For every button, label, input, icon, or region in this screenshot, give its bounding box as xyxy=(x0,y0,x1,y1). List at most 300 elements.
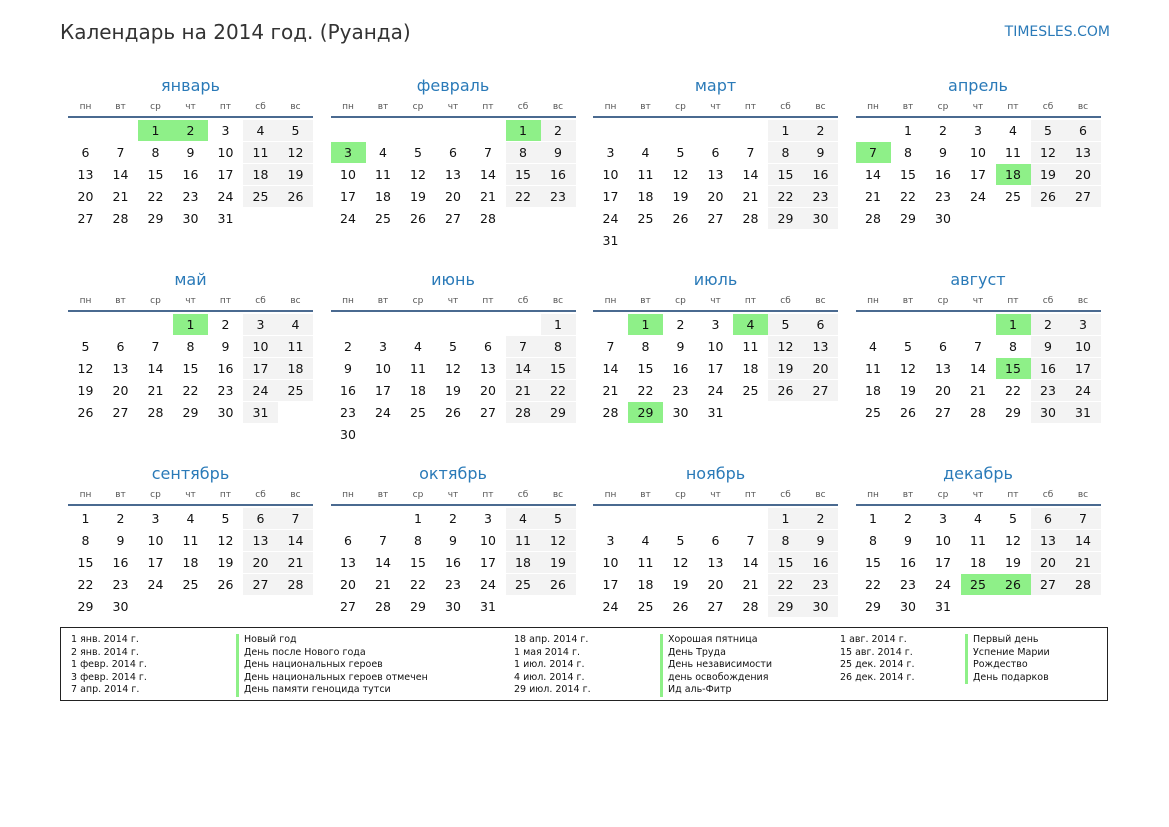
weekday-label: пн xyxy=(79,296,92,306)
legend-names-column xyxy=(236,634,428,697)
day-cell: 8 xyxy=(186,339,195,354)
day-cell: 22 xyxy=(865,577,881,592)
day-cell: 27 xyxy=(340,599,356,614)
weekday-header xyxy=(856,98,1101,118)
weekday-label: чт xyxy=(185,296,196,306)
day-cell: 27 xyxy=(445,211,461,226)
weekday-label: вт xyxy=(115,296,126,306)
weekday-label: чт xyxy=(710,296,721,306)
weekday-label: пт xyxy=(1007,490,1019,500)
day-cell: 12 xyxy=(278,142,313,163)
day-cell: 12 xyxy=(541,530,576,551)
day-cell: 27 xyxy=(77,211,94,226)
day-cell: 5 xyxy=(414,145,422,160)
day-cell: 20 xyxy=(112,383,129,398)
day-cell: 24 xyxy=(375,405,391,420)
day-cell: 6 xyxy=(1066,120,1101,141)
day-cell: 24 xyxy=(602,211,619,226)
day-cell: 21 xyxy=(375,577,391,592)
day-cell: 14 xyxy=(278,530,313,551)
day-cell: 27 xyxy=(935,405,951,420)
empty-day-cell xyxy=(68,314,103,335)
empty-day-cell xyxy=(506,208,541,229)
day-cell: 22 xyxy=(541,380,576,401)
week-row xyxy=(331,574,576,596)
weekday-label: ср xyxy=(150,490,161,500)
week-row xyxy=(856,508,1101,530)
empty-day-cell xyxy=(506,596,541,617)
weekday-label: вт xyxy=(377,296,389,306)
week-row xyxy=(68,164,313,186)
weekday-header xyxy=(331,98,576,118)
empty-day-cell xyxy=(856,314,891,335)
weekday-label: сб xyxy=(255,296,266,306)
empty-day-cell xyxy=(628,508,663,529)
day-cell: 29 xyxy=(900,211,916,226)
day-cell: 3 xyxy=(974,123,982,138)
day-cell: 11 xyxy=(1005,145,1021,160)
day-cell: 5 xyxy=(768,314,803,335)
empty-day-cell xyxy=(331,120,366,141)
day-cell: 17 xyxy=(707,361,724,376)
weekday-label: пн xyxy=(604,490,617,500)
day-cell: 18 xyxy=(637,189,654,204)
day-cell: 15 xyxy=(768,164,803,185)
day-cell: 2 xyxy=(541,120,576,141)
day-cell: 10 xyxy=(375,361,391,376)
week-row xyxy=(856,208,1101,230)
day-cell: 9 xyxy=(803,530,838,551)
weekday-label: вт xyxy=(640,296,651,306)
weekday-label: пт xyxy=(219,102,232,112)
holiday-day-cell: 1 xyxy=(506,120,541,141)
day-cell: 29 xyxy=(541,402,576,423)
day-cell: 29 xyxy=(182,405,199,420)
day-cell: 11 xyxy=(243,142,278,163)
empty-day-cell xyxy=(996,208,1031,229)
day-cell: 9 xyxy=(186,145,195,160)
legend-date: 26 дек. 2014 г. xyxy=(840,671,915,683)
week-row xyxy=(68,358,313,380)
day-cell: 25 xyxy=(865,405,881,420)
day-cell: 24 xyxy=(147,577,164,592)
day-cell: 11 xyxy=(637,167,654,182)
day-cell: 19 xyxy=(768,358,803,379)
week-row xyxy=(68,120,313,142)
day-cell: 28 xyxy=(506,402,541,423)
weekday-header xyxy=(68,292,313,312)
day-cell: 13 xyxy=(707,167,724,182)
day-cell: 12 xyxy=(1031,142,1066,163)
weekday-label: пн xyxy=(867,296,879,306)
weekday-label: ср xyxy=(412,102,424,112)
weekday-label: ср xyxy=(937,102,949,112)
day-cell: 2 xyxy=(803,508,838,529)
day-cell: 4 xyxy=(641,145,650,160)
day-cell: 25 xyxy=(742,383,759,398)
month-name: май xyxy=(174,270,207,289)
empty-day-cell xyxy=(663,230,698,251)
day-cell: 1 xyxy=(869,511,877,526)
day-cell: 6 xyxy=(81,145,90,160)
day-cell: 30 xyxy=(112,599,129,614)
day-cell: 14 xyxy=(506,358,541,379)
legend-date: 4 июл. 2014 г. xyxy=(514,671,585,683)
day-cell: 3 xyxy=(711,317,720,332)
weekday-label: вс xyxy=(815,296,826,306)
day-cell: 5 xyxy=(1009,511,1017,526)
day-cell: 16 xyxy=(803,552,838,573)
day-cell: 18 xyxy=(375,189,391,204)
legend-date: 25 дек. 2014 г. xyxy=(840,659,915,670)
day-cell: 27 xyxy=(480,405,496,420)
week-row xyxy=(856,142,1101,164)
day-cell: 9 xyxy=(904,533,912,548)
day-cell: 19 xyxy=(410,189,426,204)
day-cell: 24 xyxy=(217,189,234,204)
week-row xyxy=(593,574,838,596)
empty-day-cell xyxy=(436,314,471,335)
day-cell: 22 xyxy=(768,574,803,595)
month-name: декабрь xyxy=(943,464,1013,483)
day-cell: 18 xyxy=(637,577,654,592)
day-cell: 12 xyxy=(1005,533,1021,548)
day-cell: 7 xyxy=(151,339,160,354)
weekday-label: пн xyxy=(867,102,879,112)
weekday-label: пн xyxy=(342,490,354,500)
weekday-label: пт xyxy=(744,102,757,112)
month-name: октябрь xyxy=(419,464,487,483)
day-cell: 28 xyxy=(865,211,881,226)
day-cell: 31 xyxy=(935,599,951,614)
week-row xyxy=(68,336,313,358)
page-title: Календарь на 2014 год. (Руанда) xyxy=(60,20,411,44)
weekday-header xyxy=(593,292,838,312)
day-cell: 12 xyxy=(672,555,689,570)
day-cell: 10 xyxy=(340,167,356,182)
week-row xyxy=(593,530,838,552)
week-row xyxy=(593,164,838,186)
day-cell: 30 xyxy=(803,596,838,617)
day-cell: 9 xyxy=(541,142,576,163)
day-cell: 23 xyxy=(182,189,199,204)
month-name: март xyxy=(694,76,737,95)
weekday-label: ср xyxy=(412,490,424,500)
day-cell: 10 xyxy=(602,555,619,570)
weekday-label: сб xyxy=(255,490,266,500)
legend-holiday-name: Успение Марии xyxy=(965,647,1050,660)
legend-dates-column xyxy=(514,634,591,697)
week-row xyxy=(593,402,838,424)
day-cell: 20 xyxy=(445,189,461,204)
day-cell: 22 xyxy=(637,383,654,398)
week-row xyxy=(593,120,838,142)
week-row xyxy=(68,186,313,208)
weekday-header xyxy=(68,486,313,506)
weekday-label: вс xyxy=(1077,102,1089,112)
day-cell: 2 xyxy=(803,120,838,141)
legend-names-column xyxy=(660,634,772,697)
day-cell: 4 xyxy=(506,508,541,529)
empty-day-cell xyxy=(593,120,628,141)
day-cell: 23 xyxy=(803,186,838,207)
day-cell: 23 xyxy=(112,577,129,592)
empty-day-cell xyxy=(138,596,173,617)
day-cell: 6 xyxy=(449,145,457,160)
day-cell: 17 xyxy=(217,167,234,182)
empty-day-cell xyxy=(593,314,628,335)
day-cell: 26 xyxy=(1031,186,1066,207)
day-cell: 23 xyxy=(935,189,951,204)
week-row xyxy=(331,186,576,208)
legend-names-column xyxy=(965,634,1050,684)
day-cell: 8 xyxy=(869,533,877,548)
day-cell: 13 xyxy=(707,555,724,570)
day-cell: 26 xyxy=(768,380,803,401)
day-cell: 21 xyxy=(742,189,759,204)
day-cell: 12 xyxy=(672,167,689,182)
legend-holiday-name: Рождество xyxy=(965,659,1050,672)
holiday-day-cell: 1 xyxy=(628,314,663,335)
day-cell: 27 xyxy=(707,211,724,226)
day-cell: 2 xyxy=(676,317,685,332)
day-cell: 10 xyxy=(602,167,619,182)
empty-day-cell xyxy=(278,402,313,423)
empty-day-cell xyxy=(471,424,506,445)
day-cell: 23 xyxy=(445,577,461,592)
holiday-day-cell: 18 xyxy=(996,164,1031,185)
empty-day-cell xyxy=(401,120,436,141)
holiday-day-cell: 26 xyxy=(996,574,1031,595)
day-cell: 3 xyxy=(243,314,278,335)
week-row xyxy=(331,142,576,164)
day-cell: 31 xyxy=(243,402,278,423)
weekday-label: пн xyxy=(604,102,617,112)
day-cell: 14 xyxy=(742,555,759,570)
day-cell: 6 xyxy=(116,339,125,354)
empty-day-cell xyxy=(733,230,768,251)
weekday-label: чт xyxy=(710,102,721,112)
day-cell: 13 xyxy=(803,336,838,357)
month-name: январь xyxy=(161,76,220,95)
empty-day-cell xyxy=(628,120,663,141)
day-cell: 31 xyxy=(602,233,619,248)
week-row xyxy=(593,230,838,252)
day-cell: 16 xyxy=(112,555,129,570)
legend-holiday-name: Ид аль-Фитр xyxy=(660,684,772,697)
day-cell: 8 xyxy=(768,142,803,163)
weekday-label: пт xyxy=(744,490,757,500)
week-row xyxy=(68,314,313,336)
day-cell: 19 xyxy=(77,383,94,398)
empty-day-cell xyxy=(103,120,138,141)
empty-day-cell xyxy=(243,208,278,229)
day-cell: 1 xyxy=(904,123,912,138)
day-cell: 18 xyxy=(278,358,313,379)
empty-day-cell xyxy=(173,596,208,617)
weekday-label: сб xyxy=(517,490,529,500)
weekday-label: вт xyxy=(377,102,389,112)
legend-date: 1 мая 2014 г. xyxy=(514,646,580,658)
month-block xyxy=(331,74,576,268)
day-cell: 21 xyxy=(602,383,619,398)
day-cell: 9 xyxy=(939,145,947,160)
day-cell: 7 xyxy=(606,339,615,354)
holiday-day-cell: 7 xyxy=(856,142,891,163)
day-cell: 12 xyxy=(900,361,916,376)
weekday-label: чт xyxy=(972,102,984,112)
day-cell: 6 xyxy=(1031,508,1066,529)
weekday-label: пт xyxy=(1007,296,1019,306)
week-row xyxy=(68,402,313,424)
day-cell: 20 xyxy=(935,383,951,398)
legend-date: 29 июл. 2014 г. xyxy=(514,684,591,695)
week-row xyxy=(68,208,313,230)
day-cell: 5 xyxy=(221,511,230,526)
day-cell: 27 xyxy=(1066,186,1101,207)
day-cell: 7 xyxy=(278,508,313,529)
empty-day-cell xyxy=(138,314,173,335)
day-cell: 20 xyxy=(340,577,356,592)
day-cell: 30 xyxy=(340,427,356,442)
day-cell: 23 xyxy=(340,405,356,420)
week-row xyxy=(856,574,1101,596)
weekday-label: ср xyxy=(937,490,949,500)
empty-day-cell xyxy=(401,314,436,335)
day-cell: 21 xyxy=(147,383,164,398)
empty-day-cell xyxy=(1066,208,1101,229)
empty-day-cell xyxy=(506,314,541,335)
day-cell: 15 xyxy=(410,555,426,570)
day-cell: 2 xyxy=(1031,314,1066,335)
week-row xyxy=(68,574,313,596)
site-link[interactable]: TIMESLES.COM xyxy=(1004,24,1110,40)
day-cell: 6 xyxy=(243,508,278,529)
weekday-label: вс xyxy=(815,490,826,500)
weekday-label: ср xyxy=(675,102,686,112)
legend-dates-column xyxy=(71,634,147,697)
weekday-label: пт xyxy=(1007,102,1019,112)
day-cell: 19 xyxy=(672,577,689,592)
week-row xyxy=(331,358,576,380)
weekday-label: сб xyxy=(780,490,791,500)
day-cell: 17 xyxy=(340,189,356,204)
empty-day-cell xyxy=(1031,596,1066,617)
day-cell: 28 xyxy=(742,211,759,226)
weekday-header xyxy=(68,98,313,118)
day-cell: 26 xyxy=(217,577,234,592)
empty-day-cell xyxy=(331,314,366,335)
day-cell: 20 xyxy=(707,577,724,592)
week-row xyxy=(593,380,838,402)
day-cell: 13 xyxy=(935,361,951,376)
weekday-label: сб xyxy=(1042,102,1054,112)
weekday-label: чт xyxy=(447,102,459,112)
day-cell: 12 xyxy=(410,167,426,182)
weekday-label: вт xyxy=(115,490,126,500)
day-cell: 26 xyxy=(410,211,426,226)
day-cell: 15 xyxy=(637,361,654,376)
day-cell: 11 xyxy=(637,555,654,570)
day-cell: 19 xyxy=(1031,164,1066,185)
weekday-header xyxy=(856,292,1101,312)
legend-holiday-name: День Труда xyxy=(660,647,772,660)
empty-day-cell xyxy=(471,314,506,335)
empty-day-cell xyxy=(663,120,698,141)
legend-holiday-name: Хорошая пятница xyxy=(660,634,772,647)
empty-day-cell xyxy=(961,596,996,617)
day-cell: 10 xyxy=(243,336,278,357)
empty-day-cell xyxy=(278,208,313,229)
week-row xyxy=(68,596,313,618)
day-cell: 21 xyxy=(278,552,313,573)
weekday-label: вс xyxy=(552,490,564,500)
day-cell: 2 xyxy=(939,123,947,138)
day-cell: 27 xyxy=(803,380,838,401)
legend-date: 1 июл. 2014 г. xyxy=(514,659,585,670)
day-cell: 20 xyxy=(77,189,94,204)
weekday-label: сб xyxy=(1042,296,1054,306)
day-cell: 22 xyxy=(182,383,199,398)
day-cell: 3 xyxy=(606,145,615,160)
day-cell: 14 xyxy=(147,361,164,376)
week-row xyxy=(331,402,576,424)
day-cell: 19 xyxy=(672,189,689,204)
day-cell: 13 xyxy=(340,555,356,570)
month-name: апрель xyxy=(948,76,1008,95)
empty-day-cell xyxy=(366,508,401,529)
day-cell: 9 xyxy=(803,142,838,163)
week-row xyxy=(331,424,576,446)
day-cell: 14 xyxy=(1066,530,1101,551)
week-row xyxy=(593,358,838,380)
day-cell: 11 xyxy=(865,361,881,376)
day-cell: 15 xyxy=(77,555,94,570)
weekday-label: ср xyxy=(675,490,686,500)
day-cell: 29 xyxy=(77,599,94,614)
weekday-label: вт xyxy=(902,490,914,500)
calendar-grid xyxy=(68,74,1102,656)
day-cell: 5 xyxy=(904,339,912,354)
week-row xyxy=(593,208,838,230)
day-cell: 30 xyxy=(445,599,461,614)
day-cell: 14 xyxy=(602,361,619,376)
empty-day-cell xyxy=(68,120,103,141)
day-cell: 27 xyxy=(243,574,278,595)
day-cell: 10 xyxy=(1066,336,1101,357)
day-cell: 6 xyxy=(344,533,352,548)
weekday-label: пт xyxy=(219,296,232,306)
legend-holiday-name: День подарков xyxy=(965,672,1050,685)
weekday-label: ср xyxy=(150,296,161,306)
day-cell: 30 xyxy=(672,405,689,420)
day-cell: 20 xyxy=(803,358,838,379)
day-cell: 24 xyxy=(480,577,496,592)
day-cell: 4 xyxy=(641,533,650,548)
empty-day-cell xyxy=(401,424,436,445)
day-cell: 17 xyxy=(1066,358,1101,379)
weekday-label: пн xyxy=(79,102,92,112)
day-cell: 7 xyxy=(746,533,755,548)
day-cell: 17 xyxy=(602,189,619,204)
day-cell: 28 xyxy=(602,405,619,420)
day-cell: 13 xyxy=(77,167,94,182)
day-cell: 22 xyxy=(147,189,164,204)
day-cell: 21 xyxy=(480,189,496,204)
day-cell: 22 xyxy=(768,186,803,207)
week-row xyxy=(331,208,576,230)
month-name: август xyxy=(950,270,1006,289)
